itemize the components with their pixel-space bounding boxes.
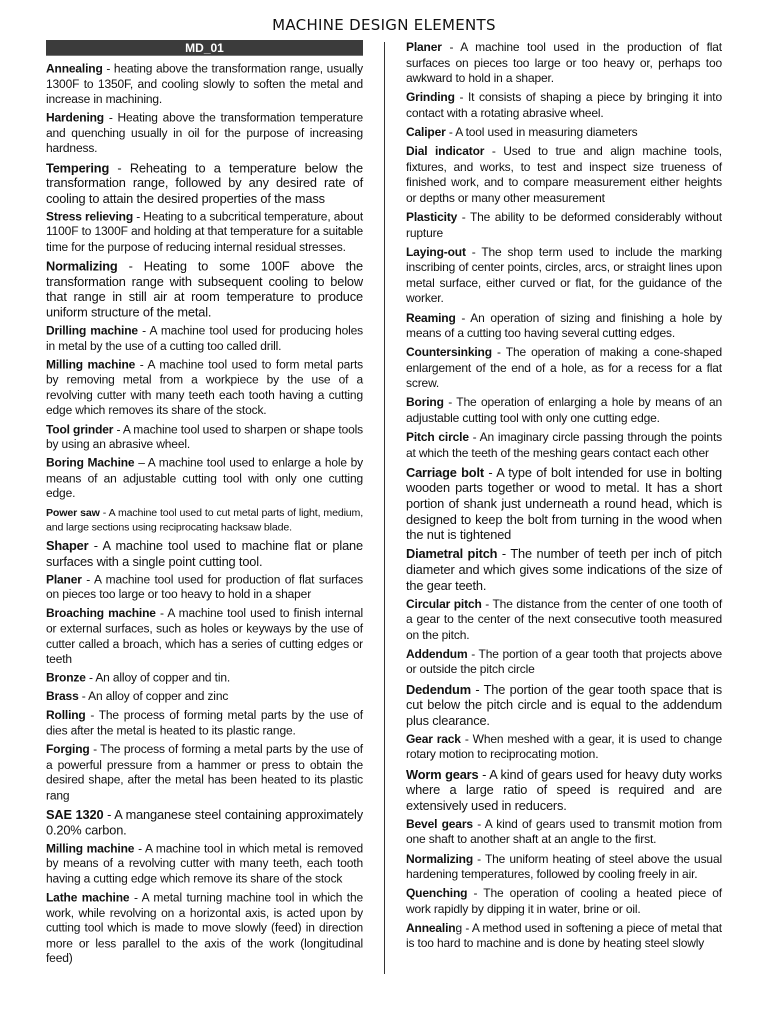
glossary-term: Milling machine <box>46 841 135 855</box>
glossary-entry <box>46 690 363 705</box>
glossary-definition: - A machine tool used to sharpen or shape tools by using an abrasive wheel. <box>46 422 363 452</box>
glossary-term: Carriage bolt <box>406 464 484 480</box>
glossary-term: Countersinking <box>406 345 492 360</box>
glossary-term: Forging <box>46 742 90 757</box>
glossary-definition: - The operation of cooling a heated piece of work rapidly by dipping it in water, brine or oil. <box>406 886 722 916</box>
glossary-definition: - The process of forming metal parts by the use of dies after the metal is heated to its plastic range. <box>46 708 363 738</box>
glossary-term: Boring <box>406 395 444 410</box>
glossary-definition: - An alloy of copper and zinc <box>78 689 229 704</box>
glossary-entry <box>46 841 363 887</box>
glossary-entry <box>406 125 722 141</box>
glossary-definition: - An alloy of copper and tin. <box>85 671 231 685</box>
glossary-term: Gear rack <box>406 731 461 746</box>
glossary-definition: - The shop term used to include the marking inscribing of center points, circles, arcs, or straight lines upon metal surface, either curved or flat, for the guidance of the worker. <box>406 244 722 306</box>
glossary-definition: - The process of forming a metal parts by the use of a powerful pressure from a hammer or press to obtain the desired shape, after the metal has been heated to its plastic rang <box>46 742 363 803</box>
glossary-entry <box>406 817 722 848</box>
glossary-term: Milling machine <box>46 357 136 372</box>
glossary-definition: – A machine tool used to enlarge a hole by means of an adjustable cutting tool with only one cutting edge. <box>46 456 364 501</box>
glossary-term: Broaching machine <box>46 606 156 621</box>
glossary-entry <box>46 891 363 967</box>
glossary-entry <box>406 210 722 241</box>
glossary-term: Boring Machine <box>46 456 135 470</box>
glossary-entry <box>406 647 722 678</box>
left-entry-list <box>46 62 363 967</box>
glossary-term: Normalizing <box>46 258 118 274</box>
glossary-entry <box>406 465 722 543</box>
glossary-term: Shaper <box>46 538 89 554</box>
glossary-term: Diametral pitch <box>406 546 498 562</box>
glossary-definition: - A kind of gears used for heavy duty works where a large ratio of speed is required and are extensively used in reducers. <box>406 766 722 813</box>
glossary-term: Dedendum <box>406 681 471 697</box>
glossary-term: SAE 1320 <box>46 807 104 822</box>
glossary-entry <box>406 430 722 461</box>
glossary-entry <box>46 358 363 419</box>
glossary-definition: - An operation of sizing and finishing a hole by means of a cutting too having several cutting edges. <box>406 310 722 341</box>
glossary-term: Lathe machine <box>46 890 130 905</box>
glossary-definition: - A manganese steel containing approximately 0.20% carbon. <box>46 807 363 838</box>
glossary-term: Stress relieving <box>46 209 133 224</box>
glossary-entry <box>46 259 363 320</box>
glossary-definition: - Used to true and align machine tools, fixtures, and works, to test and inspect size trueness of finished work, and to compare measurement either heights or depths or many other measurement <box>406 144 722 205</box>
glossary-term: Tool grinder <box>46 422 114 436</box>
glossary-definition: - Heating above the transformation temperature and quenching usually in oil for the purpose of increasing hardness. <box>46 110 363 156</box>
glossary-entry <box>46 572 363 603</box>
glossary-entry <box>46 456 363 502</box>
glossary-term: Planer <box>46 572 82 587</box>
glossary-definition: - heating above the transformation range, usually 1300F to 1350F, and cooling slowly to soften the metal and increase in machining. <box>46 61 363 106</box>
glossary-entry <box>406 395 722 426</box>
glossary-term: Brass <box>46 689 79 704</box>
glossary-entry <box>46 111 363 157</box>
glossary-term: Power saw <box>46 506 100 519</box>
glossary-term: Drilling machine <box>46 323 138 338</box>
glossary-entry <box>406 345 722 392</box>
glossary-entry <box>406 597 722 644</box>
glossary-definition: - A kind of gears used to transmit motion from one shaft to another shaft at an angle to the first. <box>406 816 722 847</box>
glossary-entry <box>46 324 363 355</box>
left-column <box>46 40 363 970</box>
glossary-entry <box>46 807 363 838</box>
glossary-definition: - Reheating to a temperature below the transformation range, followed by any desired rate of cooling to attain the desired properties of the mass <box>46 160 363 206</box>
glossary-term: Laying-out <box>406 244 466 259</box>
glossary-term: Annealing <box>46 61 103 76</box>
glossary-definition: - Heating to a subcritical temperature, about 1100F to 1300F and holding at that temperature for a suitable time for the purpose of reducing internal residual stresses. <box>46 209 363 254</box>
glossary-term: Planer <box>406 40 442 54</box>
glossary-entry <box>406 245 722 307</box>
glossary-entry <box>46 422 363 453</box>
glossary-definition: - A machine tool used to cut metal parts of light, medium, and large sections using reciprocating hacksaw blade. <box>46 506 363 533</box>
glossary-entry <box>406 311 722 342</box>
glossary-entry <box>46 709 363 740</box>
right-entry-list <box>406 40 722 952</box>
glossary-entry <box>406 732 722 763</box>
glossary-definition: - A machine tool in which metal is removed by means of a revolving cutter with many teeth, each tooth having a cutting edge which remove its share of the stock <box>46 841 364 886</box>
glossary-definition: - A metal turning machine tool in which the work, while revolving on a horizontal axis, is acted upon by cutting tool which is made to move slowly (feed) in direction more or less parallel to the axis of the work (longitudinal feed) <box>46 890 363 966</box>
glossary-definition: - A machine tool used to machine flat or plane surfaces with a single point cutting tool. <box>46 538 363 569</box>
section-banner: MD_01 <box>46 40 363 56</box>
glossary-term: Caliper <box>406 124 446 139</box>
glossary-term: Rolling <box>46 708 86 723</box>
glossary-entry <box>406 144 722 206</box>
glossary-term: Circular pitch <box>406 596 482 611</box>
glossary-entry <box>46 606 363 667</box>
right-column <box>406 40 722 956</box>
glossary-term: Quenching <box>406 886 468 901</box>
glossary-term: Bronze <box>46 671 86 685</box>
glossary-entry <box>406 767 722 814</box>
glossary-entry <box>406 40 722 87</box>
glossary-term: Reaming <box>406 310 456 325</box>
glossary-definition: - The operation of enlarging a hole by means of an adjustable cutting tool with only one cutting edge. <box>406 395 722 426</box>
glossary-entry <box>46 538 363 569</box>
glossary-definition: - A machine tool used to form metal parts by removing metal from a workpiece by the use of a revolving cutter with many teeth each tooth having a cutting edge which removes its share of the stock. <box>46 357 363 418</box>
glossary-definition: - An imaginary circle passing through the points at which the teeth of the meshing gears contact each other <box>406 430 722 460</box>
glossary-term: Worm gears <box>406 766 479 782</box>
glossary-definition: - The portion of the gear tooth space that is cut below the pitch circle and is equal to the addendum plus clearance. <box>406 681 722 728</box>
glossary-term: Dial indicator <box>406 144 485 159</box>
glossary-term: Tempering <box>46 160 110 175</box>
glossary-term: Grinding <box>406 90 455 105</box>
glossary-definition: - The uniform heating of steel above the usual hardening temperatures, followed by cooling freely in air. <box>406 851 722 882</box>
glossary-definition: - A type of bolt intended for use in bolting wooden parts together or wood to metal. It has a short portion of shank just underneath a round head, which is designed to keep the bolt from turning in the wood when the nut is tightened <box>406 464 722 543</box>
glossary-definition: - The portion of a gear tooth that projects above or outside the pitch circle <box>406 646 722 677</box>
glossary-term-tail: g <box>455 920 463 935</box>
glossary-definition: - Heating to some 100F above the transformation range with subsequent cooling to below that range in still air at room temperature to produce uniform structure of the metal. <box>46 258 363 320</box>
glossary-entry <box>46 671 363 686</box>
glossary-entry <box>46 160 363 206</box>
glossary-term: Annealin <box>406 920 456 935</box>
glossary-definition: - When meshed with a gear, it is used to change rotary motion to reciprocating motion. <box>406 731 723 762</box>
glossary-definition: - The ability to be deformed considerably without rupture <box>406 209 722 240</box>
glossary-entry <box>406 90 722 121</box>
glossary-definition: - The operation of making a cone-shaped enlargement of the end of a hole, as for a recess for a flat screw. <box>406 345 722 391</box>
glossary-definition: - It consists of shaping a piece by bringing it into contact with a rotating abrasive wheel. <box>406 90 722 120</box>
glossary-entry <box>406 852 722 883</box>
glossary-definition: - The distance from the center of one tooth of a gear to the center of the next consecutive tooth measured on the pitch. <box>406 596 723 642</box>
glossary-term: Addendum <box>406 646 468 661</box>
column-divider <box>384 42 385 974</box>
glossary-entry <box>46 210 363 256</box>
glossary-entry <box>46 506 363 535</box>
glossary-entry <box>406 682 722 729</box>
glossary-term: Pitch circle <box>406 430 469 445</box>
glossary-definition: - A machine tool used for producing holes in metal by the use of a cutting too called drill. <box>46 323 364 353</box>
glossary-definition: - A method used in softening a piece of metal that is too hard to machine and is done by heating steel slowly <box>406 920 722 951</box>
glossary-term: Normalizing <box>406 851 474 866</box>
glossary-entry <box>46 743 363 804</box>
glossary-entry <box>406 546 722 593</box>
glossary-term: Hardening <box>46 110 104 125</box>
glossary-entry <box>406 886 722 917</box>
page-title: MACHINE DESIGN ELEMENTS <box>272 16 496 34</box>
glossary-definition: - A machine tool used for production of flat surfaces on pieces too large or too heavy to hold in a shaper <box>46 572 363 602</box>
glossary-term: Plasticity <box>406 209 458 224</box>
glossary-definition: - A machine tool used to finish internal or external surfaces, such as holes or keyways by the use of cutter called a broach, which has a series of cutting edges or teeth <box>46 606 363 667</box>
glossary-entry <box>46 62 363 108</box>
glossary-definition: - A tool used in measuring diameters <box>445 124 638 139</box>
glossary-definition: - The number of teeth per inch of pitch diameter and which gives some indications of the size of the gear teeth. <box>406 546 723 593</box>
glossary-term: Bevel gears <box>406 816 473 831</box>
glossary-entry <box>406 921 722 952</box>
glossary-definition: - A machine tool used in the production of flat surfaces on pieces too large or too heavy or, perhaps too awkward to hold in a shaper. <box>406 40 722 86</box>
